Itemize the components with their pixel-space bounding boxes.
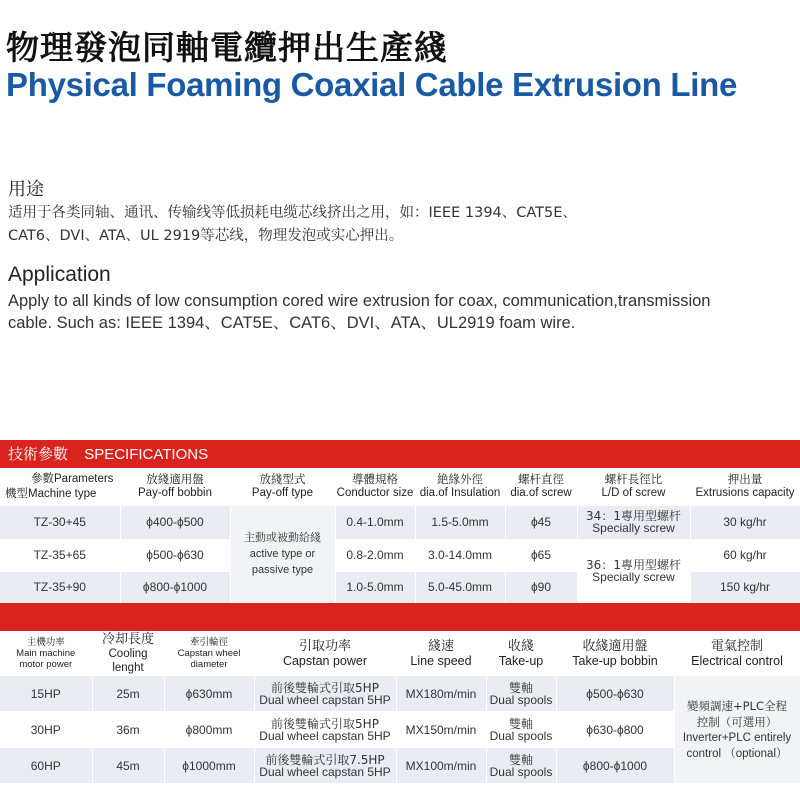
- takeup-cn: 雙軸: [508, 716, 533, 731]
- cell-insulation: 3.0-14.0mm: [415, 539, 505, 571]
- usage-line: CAT6、DVI、ATA、UL 2919等芯线，物理发泡或实心押出。: [8, 228, 404, 244]
- ld-en: Specially screw: [592, 521, 675, 535]
- cell-capstan-power: [254, 712, 396, 748]
- header-line-speed: 綫速 Line speed: [396, 632, 486, 676]
- capstan-power-en: Dual wheel capstan 5HP: [259, 728, 391, 743]
- page-title-chinese: 物理發泡同軸電纜押出生產綫: [6, 28, 448, 67]
- header-model-en: Machine type: [28, 488, 97, 501]
- cell-takeup-bobbin: ϕ630-ϕ800: [556, 712, 674, 748]
- application-text: [8, 290, 798, 334]
- takeup-en: Dual spools: [489, 728, 553, 743]
- specifications-label-en: SPECIFICATIONS: [84, 446, 209, 463]
- elec-cn1: 變頻調速+PLC全程: [686, 698, 787, 713]
- cell-takeup: [486, 712, 556, 748]
- cell-wheel: ϕ800mm: [164, 712, 254, 748]
- ld-cn: 34：1專用型螺杆: [586, 509, 681, 523]
- capstan-power-cn: 前後雙輪式引取7.5HP: [265, 752, 385, 767]
- cell-cooling: 36m: [92, 712, 164, 748]
- header-screw-ld: 螺杆長徑比 L/D of screw: [577, 468, 690, 505]
- cell-takeup-bobbin: ϕ500-ϕ630: [556, 676, 674, 712]
- cell-power: 30HP: [0, 712, 92, 748]
- ld-en: Specially screw: [592, 570, 675, 584]
- takeup-en: Dual spools: [489, 692, 553, 707]
- cell-power: 15HP: [0, 676, 92, 712]
- capstan-power-en: Dual wheel capstan 5HP: [259, 764, 391, 779]
- header-payoff-type: 放綫型式 Pay-off type: [230, 468, 335, 505]
- header-parameters: [0, 468, 120, 505]
- header-params-en: Parameters: [54, 473, 114, 486]
- header-capacity: 押出量 Extrusions capacity: [690, 468, 800, 505]
- ld-cn: 36：1專用型螺杆: [586, 558, 681, 572]
- header-params-cn: 參數: [31, 471, 54, 486]
- header-motor-power: 主機功率 Main machine motor power: [0, 632, 92, 676]
- header-take-up: 收綫 Take-up: [486, 632, 556, 676]
- header-screw-diameter: 螺杆直徑 dia.of screw: [505, 468, 577, 505]
- header-insulation: 絶緣外徑 dia.of Insulation: [415, 468, 505, 505]
- cell-takeup: [486, 676, 556, 712]
- cell-screw: ϕ90: [505, 571, 577, 603]
- table-row: [0, 505, 800, 539]
- cell-ld: [577, 539, 690, 603]
- cell-capacity: 60 kg/hr: [690, 539, 800, 571]
- table-row: [0, 676, 800, 712]
- specifications-label-cn: 技術參數: [8, 445, 69, 463]
- cell-model: TZ-35+90: [0, 571, 120, 603]
- capstan-power-cn: 前後雙輪式引取5HP: [271, 716, 379, 731]
- cell-screw: ϕ45: [505, 505, 577, 539]
- application-heading: Application: [8, 263, 111, 286]
- cell-payoff-type: [230, 505, 335, 603]
- cell-conductor: 0.8-2.0mm: [335, 539, 415, 571]
- cell-power: 60HP: [0, 748, 92, 784]
- elec-en1: Inverter+PLC entirely: [682, 731, 792, 744]
- cell-model: TZ-35+65: [0, 539, 120, 571]
- cell-screw: ϕ65: [505, 539, 577, 571]
- cell-takeup-bobbin: ϕ800-ϕ1000: [556, 748, 674, 784]
- usage-line: 适用于各类同轴、通讯、传输线等低损耗电缆芯线挤出之用，如：IEEE 1394、CAT5E、: [8, 205, 577, 221]
- header-cooling-length: 冷却長度 Cooling lenght: [92, 632, 164, 676]
- cell-speed: MX100m/min: [396, 748, 486, 784]
- page-title-english: Physical Foaming Coaxial Cable Extrusion Line: [6, 66, 738, 103]
- cell-speed: MX180m/min: [396, 676, 486, 712]
- cell-electrical-control: [674, 676, 800, 784]
- cell-ld: [577, 505, 690, 539]
- cell-conductor: 1.0-5.0mm: [335, 571, 415, 603]
- header-electrical-control: 電氣控制 Electrical control: [674, 632, 800, 676]
- header-conductor-size: 導體規格 Conductor size: [335, 468, 415, 505]
- takeup-cn: 雙軸: [508, 680, 533, 695]
- section-divider-bar: [0, 603, 800, 631]
- header-capstan-wheel: 牽引輪徑 Capstan wheel diameter: [164, 632, 254, 676]
- header-take-up-bobbin: 收綫適用盤 Take-up bobbin: [556, 632, 674, 676]
- cell-insulation: 5.0-45.0mm: [415, 571, 505, 603]
- cell-model: TZ-30+45: [0, 505, 120, 539]
- header-capstan-power: 引取功率 Capstan power: [254, 632, 396, 676]
- elec-en2: control （optional）: [686, 747, 788, 760]
- application-line: cable. Such as: IEEE 1394、CAT5E、CAT6、DVI、ATA、UL2919 foam wire.: [8, 314, 576, 332]
- application-line: Apply to all kinds of low consumption cored wire extrusion for coax, communication,transmission: [8, 292, 711, 310]
- header-payoff-bobbin: 放綫適用盤 Pay-off bobbin: [120, 468, 230, 505]
- cell-bobbin: ϕ800-ϕ1000: [120, 571, 230, 603]
- cell-bobbin: ϕ500-ϕ630: [120, 539, 230, 571]
- takeup-cn: 雙軸: [508, 752, 533, 767]
- cell-wheel: ϕ630mm: [164, 676, 254, 712]
- capstan-power-cn: 前後雙輪式引取5HP: [271, 680, 379, 695]
- cell-capacity: 150 kg/hr: [690, 571, 800, 603]
- cell-speed: MX150m/min: [396, 712, 486, 748]
- cell-capstan-power: [254, 748, 396, 784]
- payoff-type-en1: active type or: [249, 548, 316, 560]
- specifications-bar: [0, 440, 800, 468]
- capstan-power-en: Dual wheel capstan 5HP: [259, 692, 391, 707]
- usage-text: [8, 202, 788, 248]
- usage-heading: 用途: [8, 179, 44, 200]
- cell-conductor: 0.4-1.0mm: [335, 505, 415, 539]
- takeup-en: Dual spools: [489, 764, 553, 779]
- header-model-cn: 機型: [5, 486, 28, 501]
- extruder-spec-table: [0, 468, 800, 604]
- payoff-type-cn: 主動或被動給綫: [244, 531, 321, 544]
- cell-wheel: ϕ1000mm: [164, 748, 254, 784]
- capstan-spec-table: [0, 632, 800, 784]
- cell-takeup: [486, 748, 556, 784]
- cell-cooling: 45m: [92, 748, 164, 784]
- cell-capstan-power: [254, 676, 396, 712]
- elec-cn2: 控制（可選用）: [696, 714, 778, 729]
- cell-capacity: 30 kg/hr: [690, 505, 800, 539]
- cell-cooling: 25m: [92, 676, 164, 712]
- cell-insulation: 1.5-5.0mm: [415, 505, 505, 539]
- table-row: [0, 539, 800, 571]
- cell-bobbin: ϕ400-ϕ500: [120, 505, 230, 539]
- payoff-type-en2: passive type: [251, 564, 314, 576]
